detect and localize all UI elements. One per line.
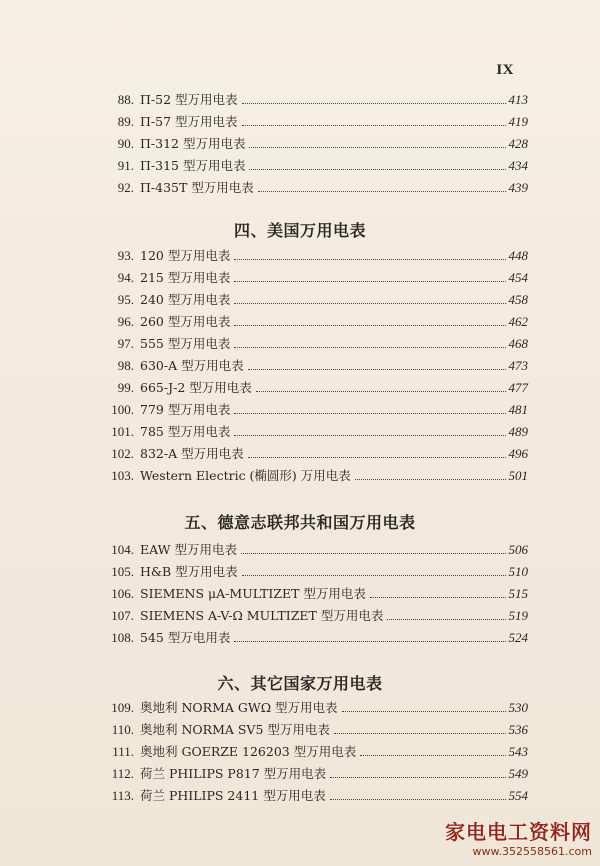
dot-leader xyxy=(234,347,505,348)
entry-page: 434 xyxy=(508,158,528,173)
entry-title: SIEMENS A-V-Ω MULTIZET 型万用电表 xyxy=(140,608,384,623)
dot-leader xyxy=(248,457,506,458)
entry-number: 101. xyxy=(111,424,134,439)
dot-leader xyxy=(234,303,505,304)
entry-page: 419 xyxy=(508,114,528,129)
entry-title: 奥地利 GOERZE 126203 型万用电表 xyxy=(140,744,357,759)
toc-entry[interactable] xyxy=(94,627,528,649)
dot-leader xyxy=(234,641,505,642)
entry-title: 545 型万电用表 xyxy=(140,630,231,645)
entry-title: П-312 型万用电表 xyxy=(140,136,246,151)
entry-page: 530 xyxy=(508,700,528,715)
entry-number: 89. xyxy=(117,114,134,129)
entry-page: 549 xyxy=(508,766,528,781)
entry-number: 112. xyxy=(111,766,134,781)
dot-leader xyxy=(242,103,506,104)
toc-entry[interactable] xyxy=(94,133,528,155)
dot-leader xyxy=(249,169,505,170)
toc-entry[interactable] xyxy=(94,289,528,311)
toc-entry[interactable] xyxy=(94,561,528,583)
entry-number: 110. xyxy=(111,722,134,737)
entry-page: 536 xyxy=(508,722,528,737)
entry-number: 96. xyxy=(117,314,134,329)
entry-page: 477 xyxy=(508,380,528,395)
entry-page: 524 xyxy=(508,630,528,645)
entry-number: 102. xyxy=(111,446,134,461)
entry-title: 832-A 型万用电表 xyxy=(140,446,244,461)
page-number: IX xyxy=(496,62,514,78)
toc-entry[interactable] xyxy=(94,785,528,807)
entry-title: П-57 型万用电表 xyxy=(140,114,238,129)
watermark-url: www.352558561.com xyxy=(472,845,592,858)
entry-title: 120 型万用电表 xyxy=(140,248,231,263)
entry-title: H&B 型万用电表 xyxy=(140,564,238,579)
entry-title: П-52 型万用电表 xyxy=(140,92,238,107)
toc-entry[interactable] xyxy=(94,605,528,627)
dot-leader xyxy=(234,435,505,436)
entry-page: 458 xyxy=(508,292,528,307)
entry-title: 260 型万用电表 xyxy=(140,314,231,329)
entry-number: 107. xyxy=(111,608,134,623)
entry-title: Western Electric (椭圆形) 万用电表 xyxy=(140,468,351,483)
entry-page: 413 xyxy=(508,92,528,107)
entry-number: 106. xyxy=(111,586,134,601)
site-watermark xyxy=(445,816,592,858)
entry-page: 510 xyxy=(508,564,528,579)
toc-entry[interactable] xyxy=(94,719,528,741)
entry-number: 95. xyxy=(117,292,134,307)
toc-entry[interactable] xyxy=(94,155,528,177)
dot-leader xyxy=(248,369,506,370)
dot-leader xyxy=(387,619,505,620)
entry-number: 104. xyxy=(111,542,134,557)
entry-number: 88. xyxy=(117,92,134,107)
dot-leader xyxy=(342,711,506,712)
entry-title: 779 型万用电表 xyxy=(140,402,231,417)
entry-title: 785 型万用电表 xyxy=(140,424,231,439)
entry-title: 荷兰 PHILIPS 2411 型万用电表 xyxy=(140,788,326,803)
dot-leader xyxy=(241,553,506,554)
entry-title: 奥地利 NORMA GWΩ 型万用电表 xyxy=(140,700,338,715)
entry-title: П-435T 型万用电表 xyxy=(140,180,254,195)
entry-number: 97. xyxy=(117,336,134,351)
entry-number: 109. xyxy=(111,700,134,715)
toc-entry[interactable] xyxy=(94,355,528,377)
entry-number: 108. xyxy=(111,630,134,645)
toc-entry[interactable] xyxy=(94,421,528,443)
entry-page: 489 xyxy=(508,424,528,439)
dot-leader xyxy=(370,597,506,598)
entry-number: 105. xyxy=(111,564,134,579)
toc-entry[interactable] xyxy=(94,465,528,487)
dot-leader xyxy=(330,777,505,778)
dot-leader xyxy=(249,147,505,148)
entry-number: 92. xyxy=(117,180,134,195)
toc-entry[interactable] xyxy=(94,399,528,421)
entry-page: 519 xyxy=(508,608,528,623)
entry-page: 448 xyxy=(508,248,528,263)
dot-leader xyxy=(242,125,506,126)
entry-title: 665-J-2 型万用电表 xyxy=(140,380,252,395)
entry-page: 496 xyxy=(508,446,528,461)
dot-leader xyxy=(234,259,505,260)
toc-entry[interactable] xyxy=(94,267,528,289)
toc-entry[interactable] xyxy=(94,177,528,199)
section-heading: 六、其它国家万用电表 xyxy=(217,674,383,693)
entry-page: 543 xyxy=(508,744,528,759)
dot-leader xyxy=(258,191,506,192)
dot-leader xyxy=(234,413,505,414)
entry-number: 94. xyxy=(117,270,134,285)
entry-page: 454 xyxy=(508,270,528,285)
toc-entry[interactable] xyxy=(94,443,528,465)
entry-page: 468 xyxy=(508,336,528,351)
entry-title: 荷兰 PHILIPS P817 型万用电表 xyxy=(140,766,327,781)
dot-leader xyxy=(334,733,506,734)
toc-entry[interactable] xyxy=(94,377,528,399)
dot-leader xyxy=(242,575,506,576)
entry-title: П-315 型万用电表 xyxy=(140,158,246,173)
entry-number: 103. xyxy=(111,468,134,483)
toc-entry[interactable] xyxy=(94,311,528,333)
entry-page: 501 xyxy=(508,468,528,483)
dot-leader xyxy=(256,391,506,392)
entry-page: 515 xyxy=(508,586,528,601)
toc-entry[interactable] xyxy=(94,333,528,355)
entry-title: 奥地利 NORMA SV5 型万用电表 xyxy=(140,722,330,737)
entry-page: 506 xyxy=(508,542,528,557)
entry-number: 113. xyxy=(111,788,134,803)
entry-number: 90. xyxy=(117,136,134,151)
dot-leader xyxy=(360,755,505,756)
toc-entry[interactable] xyxy=(94,539,528,561)
toc-entry[interactable] xyxy=(94,111,528,133)
toc-entry[interactable] xyxy=(94,583,528,605)
entry-number: 100. xyxy=(111,402,134,417)
watermark-title: 家电电工资料网 xyxy=(445,820,592,844)
entry-title: 215 型万用电表 xyxy=(140,270,231,285)
entry-page: 462 xyxy=(508,314,528,329)
entry-number: 93. xyxy=(117,248,134,263)
entry-title: SIEMENS μA-MULTIZET 型万用电表 xyxy=(140,586,366,601)
entry-title: 240 型万用电表 xyxy=(140,292,231,307)
entry-number: 91. xyxy=(117,158,134,173)
entry-title: 555 型万用电表 xyxy=(140,336,231,351)
toc-entry[interactable] xyxy=(94,697,528,719)
entry-page: 473 xyxy=(508,358,528,373)
toc-entry[interactable] xyxy=(94,741,528,763)
entry-number: 111. xyxy=(112,744,134,759)
entry-title: 630-A 型万用电表 xyxy=(140,358,244,373)
toc-entry[interactable] xyxy=(94,89,528,111)
entry-page: 554 xyxy=(508,788,528,803)
section-heading: 五、德意志联邦共和国万用电表 xyxy=(184,513,416,532)
entry-page: 428 xyxy=(508,136,528,151)
entry-number: 98. xyxy=(117,358,134,373)
dot-leader xyxy=(330,799,506,800)
toc-entry[interactable] xyxy=(94,245,528,267)
entry-number: 99. xyxy=(117,380,134,395)
entry-page: 439 xyxy=(508,180,528,195)
dot-leader xyxy=(234,325,505,326)
dot-leader xyxy=(234,281,505,282)
section-heading: 四、美国万用电表 xyxy=(233,221,366,240)
entry-page: 481 xyxy=(508,402,528,417)
toc-entry[interactable] xyxy=(94,763,528,785)
dot-leader xyxy=(355,479,506,480)
entry-title: EAW 型万用电表 xyxy=(140,542,237,557)
